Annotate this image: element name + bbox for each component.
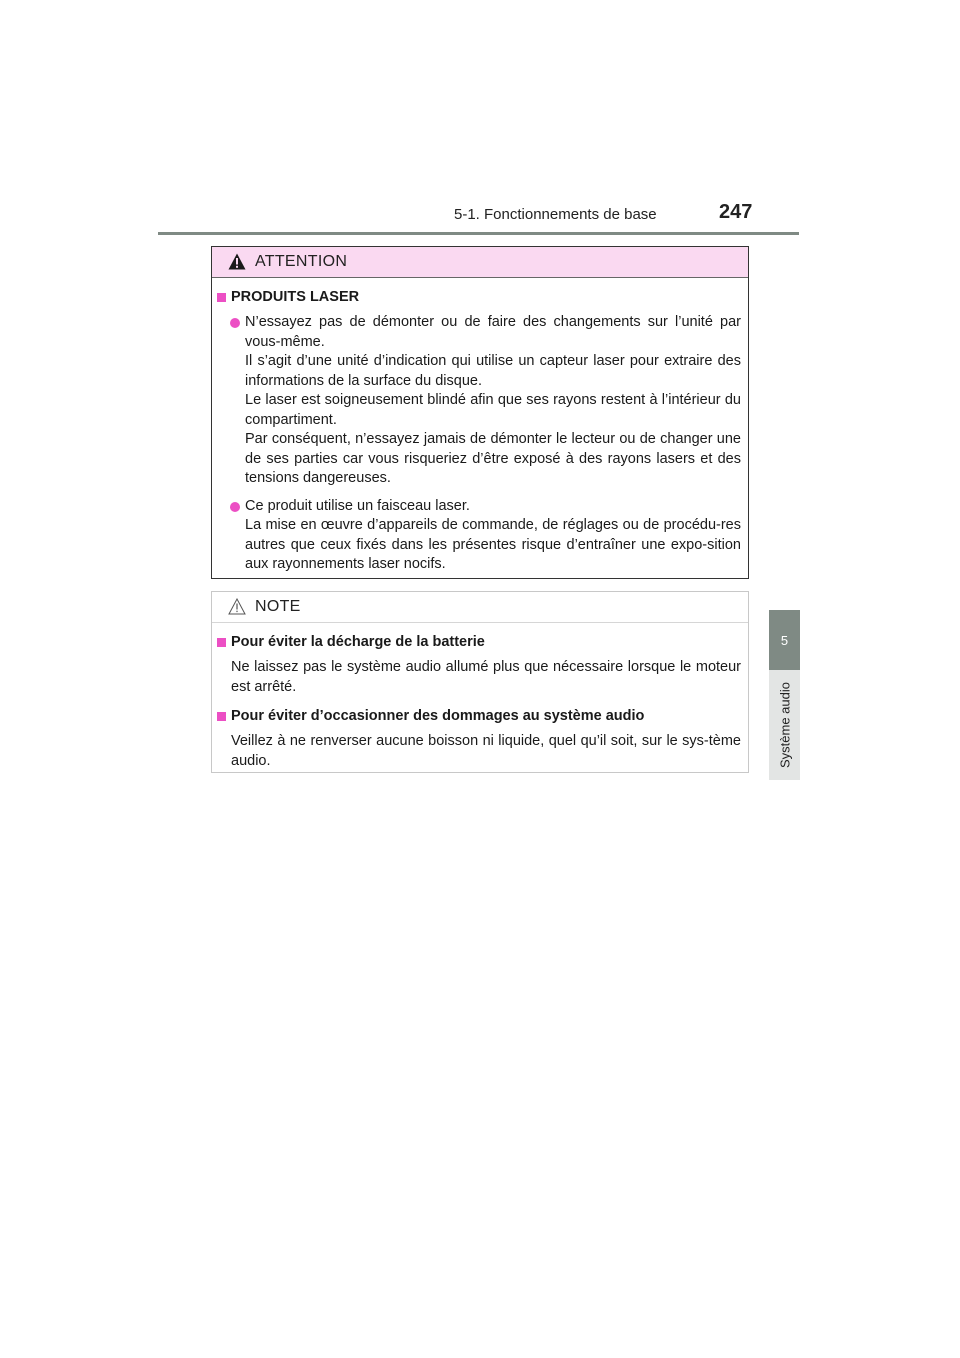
attention-paragraph: Par conséquent, n’essayez jamais de démonter le lecteur ou de changer une de ses parties car vous risqueriez d’être exposé à des rayons lasers et des tensions dangereuses. <box>245 431 741 486</box>
chapter-tab-number: 5 <box>769 610 800 670</box>
attention-paragraph: N’essayez pas de démonter ou de faire des changements sur l’unité par vous-même. <box>245 314 741 350</box>
header-rule <box>158 232 799 235</box>
square-bullet-icon <box>217 293 226 302</box>
attention-bullet <box>217 313 741 489</box>
page-number: 247 <box>719 201 753 223</box>
note-heading-text: Pour éviter la décharge de la batterie <box>231 634 485 650</box>
attention-heading <box>217 288 741 307</box>
warning-triangle-icon <box>228 253 246 270</box>
note-heading-text: Pour éviter d’occasionner des dommages au système audio <box>231 708 645 724</box>
square-bullet-icon <box>217 712 226 721</box>
square-bullet-icon <box>217 638 226 647</box>
attention-paragraph: Il s’agit d’une unité d’indication qui utilise un capteur laser pour extraire des informations de la surface du disque. <box>245 353 741 389</box>
attention-bullet <box>217 497 741 575</box>
attention-heading-text: PRODUITS LASER <box>231 289 360 305</box>
section-title: 5-1. Fonctionnements de base <box>454 206 657 223</box>
attention-header <box>212 247 748 278</box>
warning-outline-icon <box>228 598 246 615</box>
chapter-tab-label: Système audio <box>777 682 792 768</box>
round-bullet-icon <box>230 318 240 328</box>
attention-body <box>212 278 748 575</box>
note-heading <box>217 707 741 726</box>
attention-box <box>211 246 749 579</box>
note-title: NOTE <box>255 598 301 615</box>
attention-paragraph: Ce produit utilise un faisceau laser. <box>245 497 470 514</box>
attention-paragraph: La mise en œuvre d’appareils de commande, de réglages ou de procédu-res autres que ceux fixés dans les présentes risque d’entraîner une expo-sition aux rayonnements laser nocifs. <box>245 517 741 572</box>
note-paragraph: Veillez à ne renverser aucune boisson ni liquide, quel qu’il soit, sur le sys-tème audio. <box>231 733 741 769</box>
attention-title: ATTENTION <box>255 253 348 270</box>
round-bullet-icon <box>230 502 240 512</box>
note-heading <box>217 633 741 652</box>
attention-paragraph: Le laser est soigneusement blindé afin que ses rayons restent à l’intérieur du compartiment. <box>245 392 741 428</box>
note-paragraph: Ne laissez pas le système audio allumé plus que nécessaire lorsque le moteur est arrêté. <box>231 659 741 695</box>
chapter-tab-label-area <box>769 670 800 780</box>
note-header <box>212 592 748 623</box>
note-box <box>211 591 749 773</box>
note-body <box>212 623 748 771</box>
